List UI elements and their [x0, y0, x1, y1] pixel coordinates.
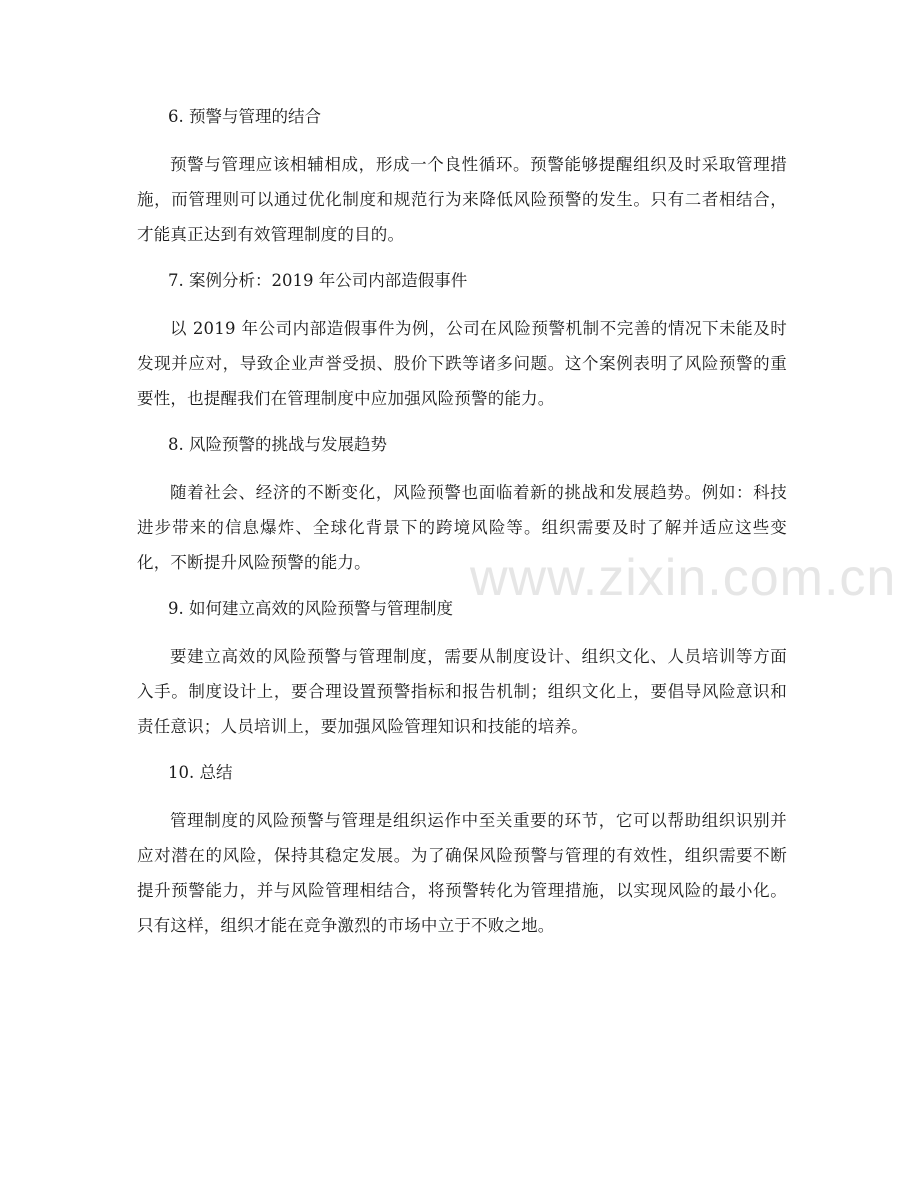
section-6 [137, 104, 787, 252]
section-heading: 10. 总结 [168, 763, 233, 782]
section-paragraph: 以 2019 年公司内部造假事件为例，公司在风险预警机制不完善的情况下未能及时发现并应对，导致企业声誉受损、股价下跌等诸多问题。这个案例表明了风险预警的重要性，也提醒我们在管理制度中应加强风险预警的能力。 [137, 319, 787, 408]
section-10 [137, 760, 787, 943]
section-paragraph: 预警与管理应该相辅相成，形成一个良性循环。预警能够提醒组织及时采取管理措施，而管理则可以通过优化制度和规范行为来降低风险预警的发生。只有二者相结合，才能真正达到有效管理制度的目的。 [137, 155, 787, 244]
section-heading: 9. 如何建立高效的风险预警与管理制度 [168, 599, 453, 618]
section-9 [137, 596, 787, 744]
section-8 [137, 432, 787, 580]
section-paragraph: 随着社会、经济的不断变化，风险预警也面临着新的挑战和发展趋势。例如：科技进步带来的信息爆炸、全球化背景下的跨境风险等。组织需要及时了解并适应这些变化，不断提升风险预警的能力。 [137, 483, 787, 572]
section-7 [137, 268, 787, 416]
section-heading: 8. 风险预警的挑战与发展趋势 [168, 435, 387, 454]
section-heading: 7. 案例分析：2019 年公司内部造假事件 [168, 271, 468, 290]
section-heading: 6. 预警与管理的结合 [168, 107, 321, 126]
section-paragraph: 管理制度的风险预警与管理是组织运作中至关重要的环节，它可以帮助组织识别并应对潜在的风险，保持其稳定发展。为了确保风险预警与管理的有效性，组织需要不断提升预警能力，并与风险管理相结合，将预警转化为管理措施，以实现风险的最小化。只有这样，组织才能在竞争激烈的市场中立于不败之地。 [137, 811, 787, 935]
watermark: www.zixin.com.cn [470, 549, 897, 607]
document-body [137, 104, 787, 959]
section-paragraph: 要建立高效的风险预警与管理制度，需要从制度设计、组织文化、人员培训等方面入手。制度设计上，要合理设置预警指标和报告机制；组织文化上，要倡导风险意识和责任意识；人员培训上，要加强风险管理知识和技能的培养。 [137, 647, 787, 736]
